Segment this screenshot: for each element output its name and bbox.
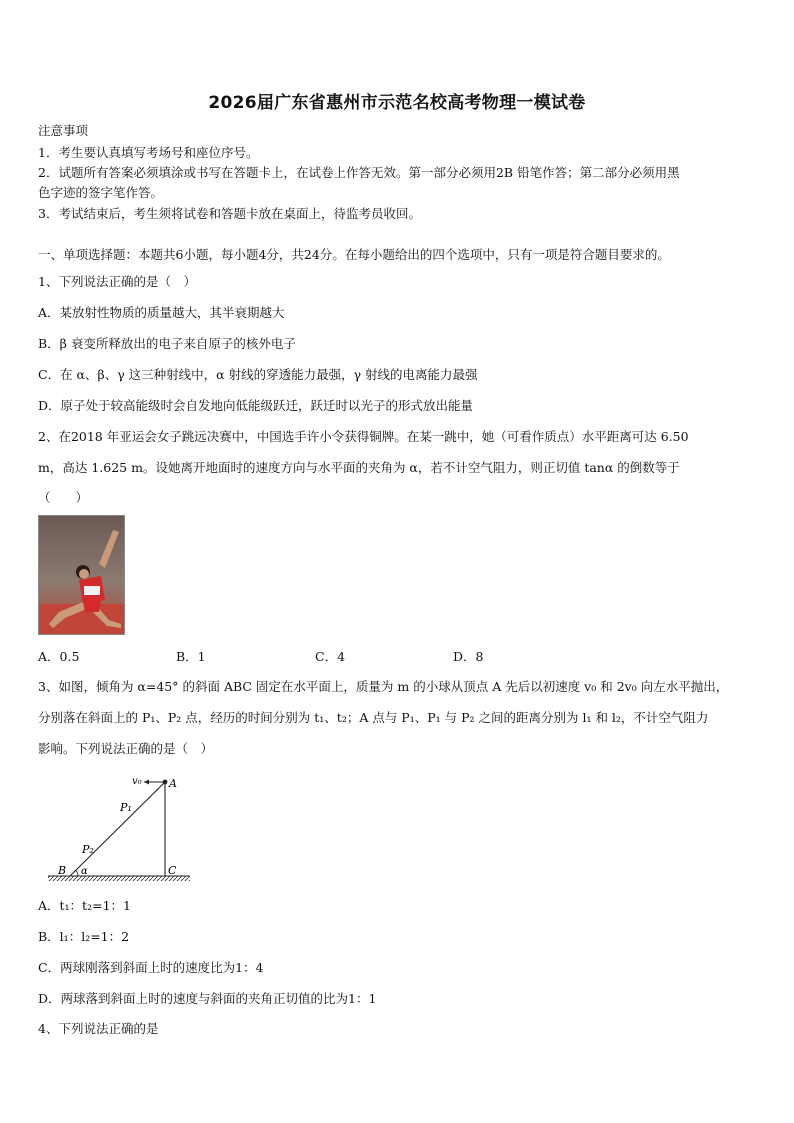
notice-heading: 注意事项 — [38, 123, 89, 138]
q3-line-3: 影响。下列说法正确的是（ ） — [38, 741, 214, 756]
notice-item-1: 1．考生要认真填写考场号和座位序号。 — [38, 145, 259, 160]
q3-option-a: A．t₁：t₂=1：1 — [38, 898, 131, 913]
q3-option-b: B．l₁：l₂=1：2 — [38, 929, 130, 944]
q4-stem: 4、下列说法正确的是 — [38, 1021, 159, 1036]
q2-line-3: （ ） — [38, 490, 89, 505]
label-v0: v₀ — [132, 776, 142, 787]
notice-item-2-cont: 色字迹的签字笔作答。 — [38, 185, 164, 200]
q2-line-2: m，高达 1.625 m。设她离开地面时的速度方向与水平面的夹角为 α，若不计空气阻力，则正切值 tanα 的倒数等于 — [38, 460, 680, 475]
q3-option-c: C．两球刚落到斜面上时的速度比为1：4 — [38, 960, 264, 975]
q2-option-c: C．4 — [315, 649, 346, 664]
point-a-marker — [163, 780, 168, 785]
q3-line-2: 分别落在斜面上的 P₁、P₂ 点，经历的时间分别为 t₁、t₂；A 点与 P₁、P₁ 与 P₂ 之间的距离分别为 l₁ 和 l₂，不计空气阻力 — [38, 710, 709, 725]
q1-option-b: B．β 衰变所释放出的电子来自原子的核外电子 — [38, 336, 296, 351]
notice-item-3: 3．考试结束后，考生须将试卷和答题卡放在桌面上，待监考员收回。 — [38, 206, 421, 221]
q2-option-b: B．1 — [176, 649, 206, 664]
q2-option-a: A．0.5 — [38, 649, 80, 664]
label-p1: P₁ — [120, 801, 132, 814]
q1-option-a: A．某放射性物质的质量越大，其半衰期越大 — [38, 305, 285, 320]
notice-item-2: 2．试题所有答案必须填涂或书写在答题卡上，在试卷上作答无效。第一部分必须用2B 铅笔作答；第二部分必须用黑 — [38, 165, 680, 180]
label-b: B — [58, 864, 67, 877]
q3-option-d: D．两球落到斜面上时的速度与斜面的夹角正切值的比为1：1 — [38, 991, 377, 1006]
q1-option-c: C．在 α、β、γ 这三种射线中，α 射线的穿透能力最强，γ 射线的电离能力最强 — [38, 367, 478, 382]
q3-line-1: 3、如图，倾角为 α=45° 的斜面 ABC 固定在水平面上，质量为 m 的小球从顶点 A 先后以初速度 v₀ 和 2v₀ 向左水平抛出， — [38, 679, 729, 694]
incline-hypotenuse — [70, 782, 165, 876]
exam-title: 2026届广东省惠州市示范名校高考物理一模试卷 — [208, 93, 586, 113]
q1-option-d: D．原子处于较高能级时会自发地向低能级跃迁，跃迁时以光子的形式放出能量 — [38, 398, 474, 413]
q2-line-1: 2、在2018 年亚运会女子跳远决赛中，中国选手许小令获得铜牌。在某一跳中，她（可看作质点）水平距离可达 6.50 — [38, 429, 689, 444]
label-p2: P₂ — [82, 843, 94, 856]
q2-option-d: D．8 — [453, 649, 484, 664]
label-c: C — [168, 864, 177, 877]
label-alpha: α — [81, 866, 88, 877]
incline-figure — [44, 774, 194, 886]
athlete-photo — [38, 515, 125, 635]
label-a: A — [169, 777, 177, 790]
q1-stem: 1、下列说法正确的是（ ） — [38, 274, 196, 289]
section-heading: 一、单项选择题：本题共6小题，每小题4分，共24分。在每小题给出的四个选项中，只有一项是符合题目要求的。 — [38, 247, 670, 262]
